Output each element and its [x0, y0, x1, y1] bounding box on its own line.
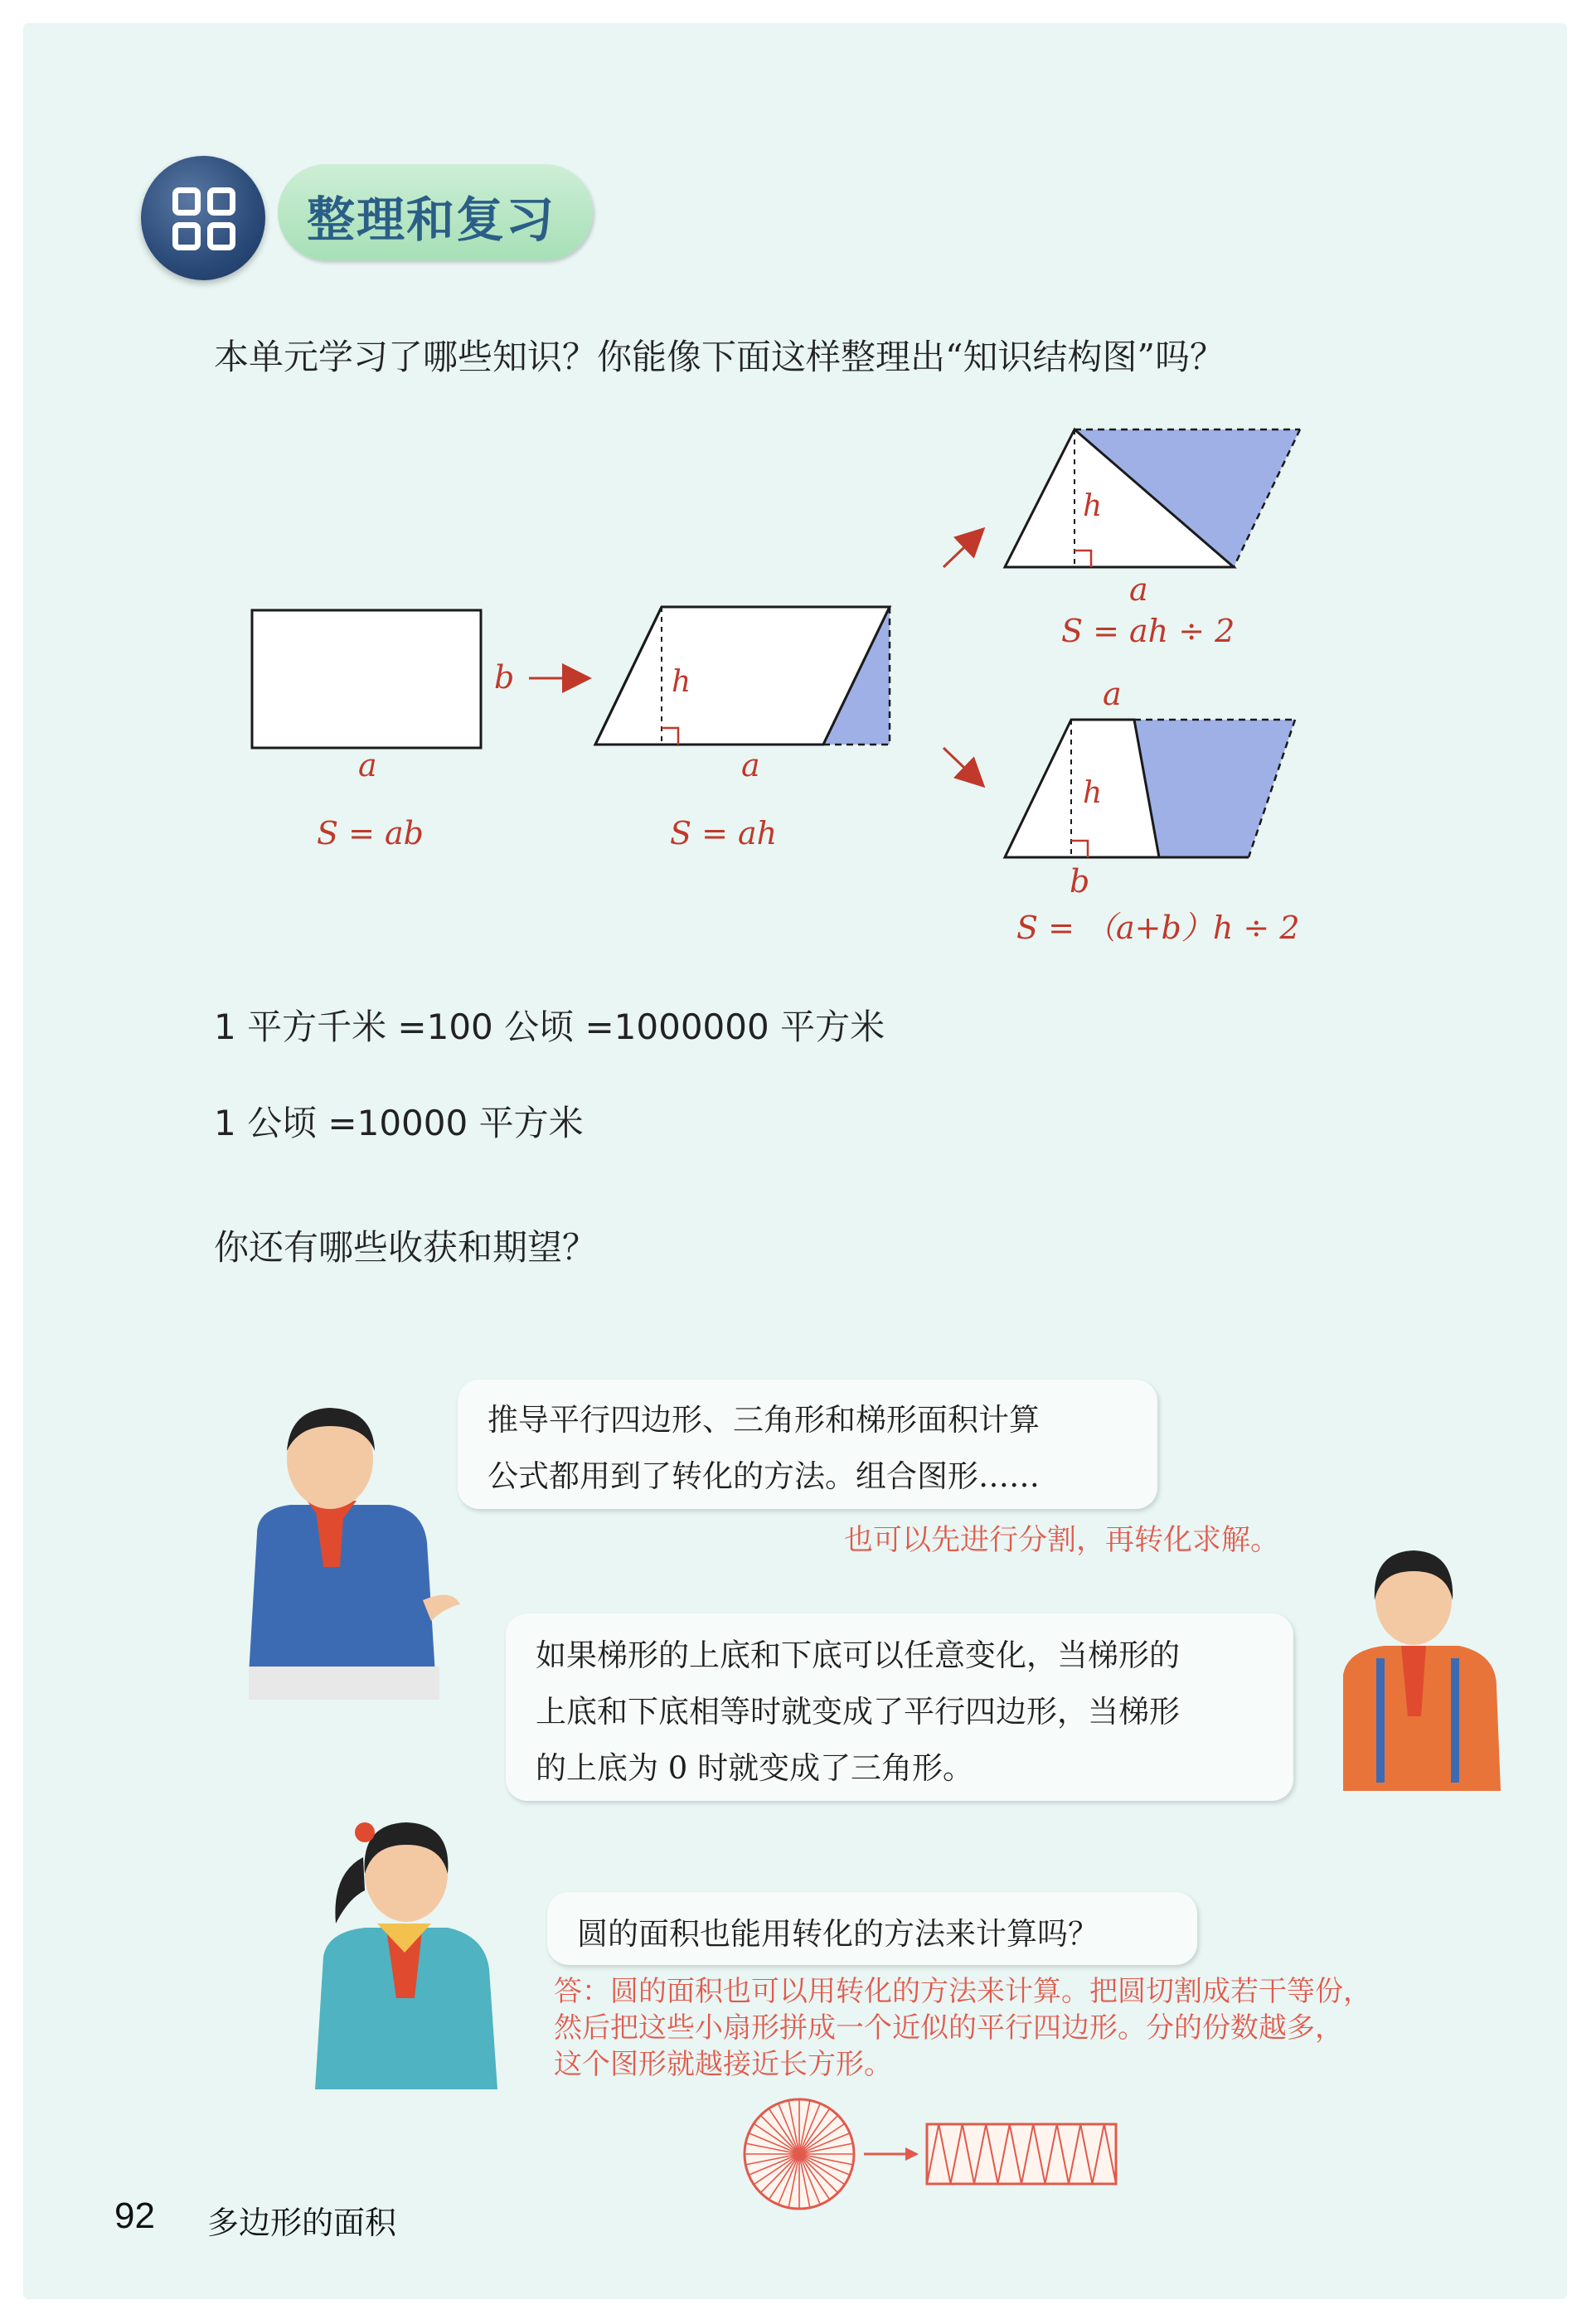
trapezoid-formula: S = （a+b）h ÷ 2: [1016, 910, 1300, 946]
knowledge-structure-diagram: [0, 0, 1596, 995]
arrow-to-triangle: [944, 531, 982, 567]
bubble-1-line-1: 推导平行四边形、三角形和梯形面积计算: [488, 1402, 1040, 1438]
boy-illustration: [224, 1401, 464, 1733]
section-title: 整理和复习: [307, 192, 556, 248]
bubble-2-line-1: 如果梯形的上底和下底可以任意变化，当梯形的: [536, 1637, 1180, 1673]
triangle-label-h: h: [1083, 489, 1103, 523]
trapezoid-label-top: a: [1103, 676, 1122, 712]
unit-conversion-line-2: 1 公顷 =10000 平方米: [214, 1103, 584, 1143]
intro-text: 本单元学习了哪些知识？你能像下面这样整理出“知识结构图”吗？: [214, 337, 1225, 377]
triangle-label-a: a: [1129, 571, 1148, 608]
rect-label-a: a: [358, 747, 377, 784]
rect-label-b: b: [494, 659, 515, 696]
parallelogram-formula: S = ah: [670, 815, 778, 851]
page-number: 92: [114, 2195, 155, 2236]
arrow-to-trapezoid: [944, 748, 982, 784]
trapezoid-shape: [1005, 720, 1159, 857]
trapezoid-label-h: h: [1083, 776, 1103, 810]
answer-2-line-1: 答：圆的面积也可以用转化的方法来计算。把圆切割成若干等份，: [554, 1975, 1371, 2008]
rectangle-shape: [252, 610, 481, 748]
bubble-3-line-1: 圆的面积也能用转化的方法来计算吗？: [577, 1916, 1099, 1952]
parallelogram-label-h: h: [672, 665, 691, 699]
rearranged-sectors: [927, 2124, 1116, 2184]
girl-right-illustration: [1327, 1542, 1509, 1807]
chapter-title: 多边形的面积: [207, 2205, 397, 2241]
circle-to-rectangle-figure: [730, 2096, 1128, 2212]
girl-left-illustration: [298, 1799, 531, 2098]
answer-2-line-2: 然后把这些小扇形拼成一个近似的平行四边形。分的份数越多，: [554, 2011, 1343, 2045]
trapezoid-label-b: b: [1070, 863, 1090, 900]
circle-sectors: [745, 2099, 854, 2209]
answer-1: 也可以先进行分割，再转化求解。: [844, 1524, 1280, 1557]
parallelogram-label-a: a: [741, 747, 760, 784]
bubble-2-line-3: 的上底为 0 时就变成了三角形。: [536, 1750, 974, 1786]
speech-bubble-2: [506, 1613, 1293, 1801]
bubble-2-line-2: 上底和下底相等时就变成了平行四边形，当梯形: [536, 1694, 1180, 1730]
unit-conversion-line-1: 1 平方千米 =100 公顷 =1000000 平方米: [214, 1007, 885, 1047]
rect-formula: S = ab: [317, 815, 424, 851]
triangle-formula: S = ah ÷ 2: [1061, 613, 1235, 649]
question-text: 你还有哪些收获和期望？: [214, 1227, 598, 1268]
speech-bubble-3: [547, 1892, 1197, 1965]
speech-bubble-1: [458, 1380, 1157, 1509]
answer-2-line-3: 这个图形就越接近长方形。: [554, 2048, 892, 2081]
bubble-1-line-2: 公式都用到了转化的方法。组合图形……: [488, 1458, 1040, 1494]
answer-2: [554, 1973, 1371, 2083]
